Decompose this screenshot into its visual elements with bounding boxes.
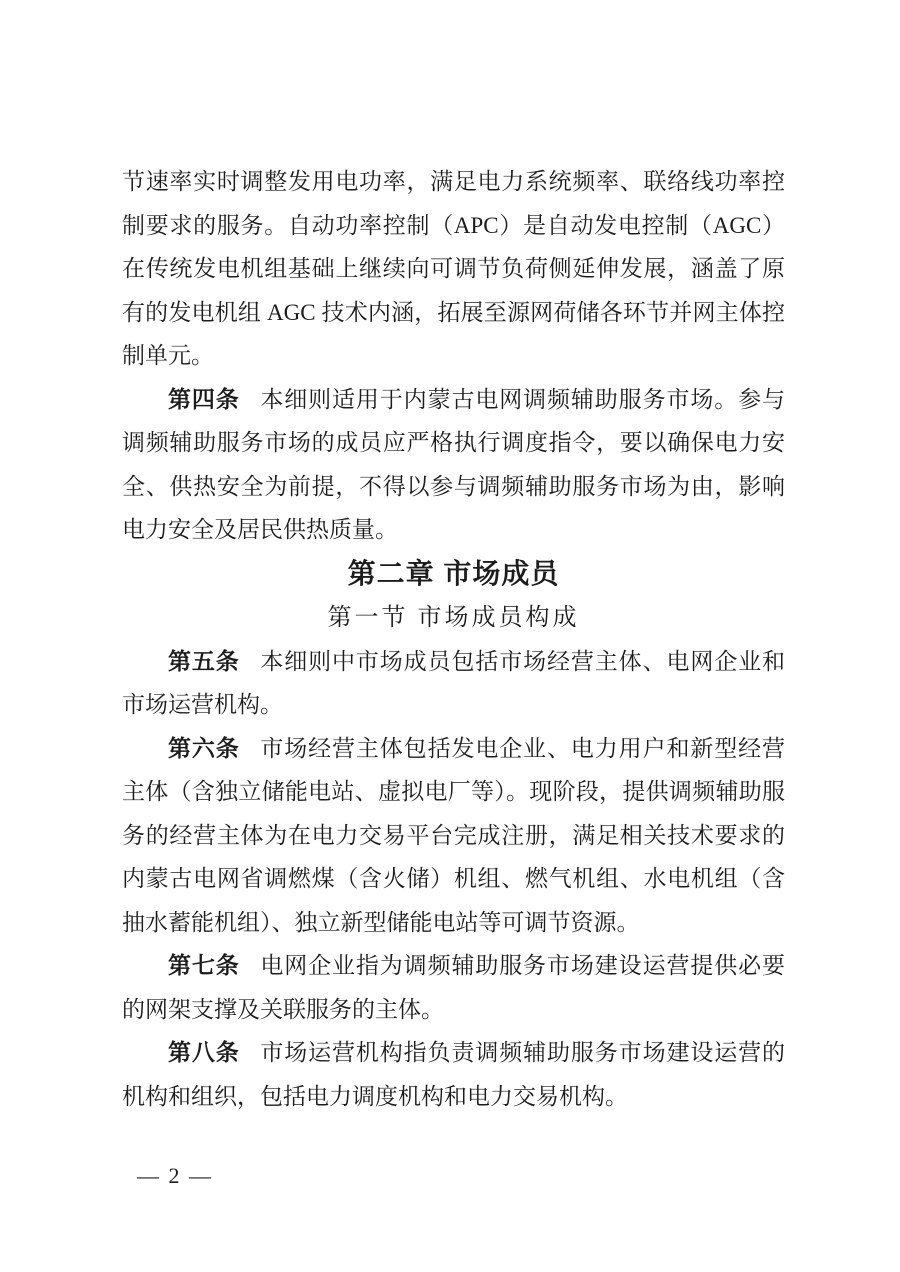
page-number: — 2 —: [137, 1163, 213, 1188]
article-7-text: 电网企业指为调频辅助服务市场建设运营提供必要的网架支撑及关联服务的主体。: [122, 953, 786, 1022]
article-6-label: 第六条: [168, 734, 240, 761]
article-4-paragraph: [122, 378, 785, 552]
article-8-label: 第八条: [168, 1039, 240, 1065]
article-5-paragraph: [122, 640, 785, 727]
article-8-paragraph: [122, 1031, 785, 1118]
chapter-heading: 第二章 市场成员: [347, 557, 560, 589]
article-6-paragraph: [122, 727, 785, 945]
article-4-label: 第四条: [168, 385, 240, 412]
continuation-paragraph: 节速率实时调整发用电功率，满足电力系统频率、联络线功率控制要求的服务。自动功率控制（APC）是自动发电控制（AGC）在传统发电机组基础上继续向可调节负荷侧延伸发展，涵盖了原有的发电机组 AGC 技术内涵，拓展至源网荷储各环节并网主体控制单元。: [122, 169, 785, 368]
article-6-text: 市场经营主体包括发电企业、电力用户和新型经营主体（含独立储能电站、虚拟电厂等）。现阶段，提供调频辅助服务的经营主体为在电力交易平台完成注册，满足相关技术要求的内蒙古电网省调燃煤（含火储）机组、燃气机组、水电机组（含抽水蓄能机组）、独立新型储能电站等可调节资源。: [122, 735, 786, 935]
article-5-text: 本细则中市场成员包括市场经营主体、电网企业和市场运营机构。: [122, 648, 786, 717]
article-7-paragraph: [122, 944, 785, 1031]
article-4-text: 本细则适用于内蒙古电网调频辅助服务市场。参与调频辅助服务市场的成员应严格执行调度指令，要以确保电力安全、供热安全为前提，不得以参与调频辅助服务市场为由，影响电力安全及居民供热质量。: [122, 386, 786, 542]
article-7-label: 第七条: [168, 952, 240, 978]
article-8-text: 市场运营机构指负责调频辅助服务市场建设运营的机构和组织，包括电力调度机构和电力交易机构。: [122, 1040, 786, 1109]
article-5-label: 第五条: [168, 647, 240, 674]
document-content: [122, 0, 785, 1118]
section-heading: 第一节 市场成员构成: [327, 604, 580, 631]
